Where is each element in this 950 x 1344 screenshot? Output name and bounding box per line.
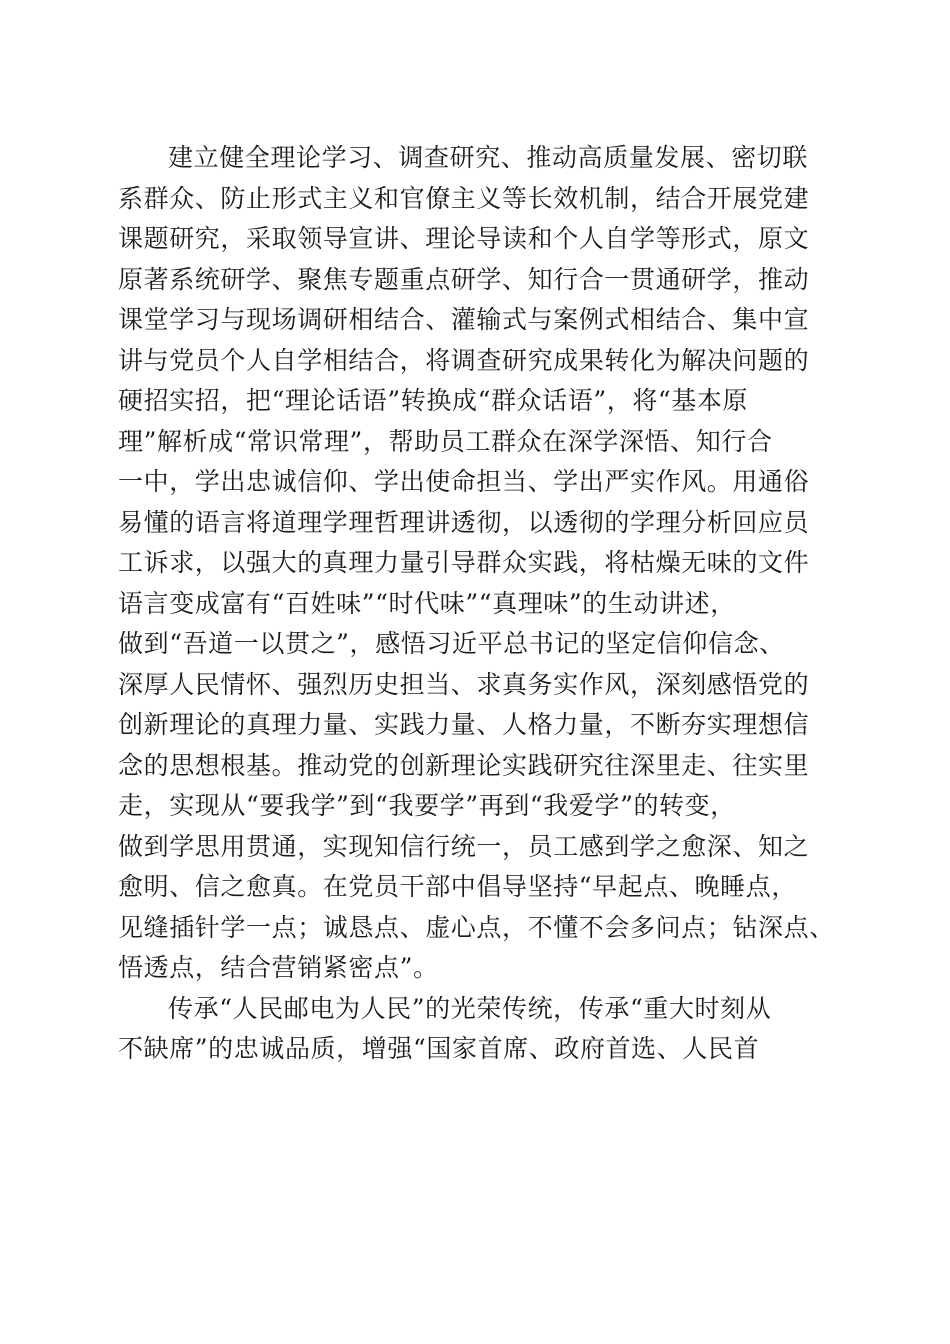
text-line: 课题研究，采取领导宣讲、理论导读和个人自学等形式，原文: [118, 224, 810, 253]
text-line: 不缺席”的忠诚品质，增强“国家首席、政府首选、人民首: [118, 1034, 760, 1063]
text-line: 愈明、信之愈真。在党员干部中倡导坚持“早起点、晚睡点，: [118, 872, 797, 901]
text-line: 悟透点，结合营销紧密点”。: [118, 953, 439, 982]
text-line: 工诉求，以强大的真理力量引导群众实践，将枯燥无味的文件: [118, 548, 810, 577]
text-line: 传承“人民邮电为人民”的光荣传统，传承“重大时刻从: [168, 993, 772, 1023]
text-line: 讲与党员个人自学相结合，将调查研究成果转化为解决问题的: [118, 345, 810, 375]
text-line: 理”解析成“常识常理”，帮助员工群众在深学深悟、知行合: [118, 426, 773, 456]
text-line: 念的思想根基。推动党的创新理论实践研究往深里走、往实里: [118, 750, 810, 780]
text-line: 做到“吾道一以贯之”，感悟习近平总书记的坚定信仰信念、: [118, 629, 785, 658]
text-line: 深厚人民情怀、强烈历史担当、求真务实作风，深刻感悟党的: [118, 669, 810, 699]
text-line: 做到学思用贯通，实现知信行统一，员工感到学之愈深、知之: [118, 831, 810, 861]
text-line: 一中，学出忠诚信仰、学出使命担当、学出严实作风。用通俗: [118, 467, 810, 496]
text-line: 硬招实招，把“理论话语”转换成“群众话语”，将“基本原: [118, 386, 749, 415]
text-line: 建立健全理论学习、调查研究、推动高质量发展、密切联: [168, 143, 809, 172]
text-line: 易懂的语言将道理学理哲理讲透彻，以透彻的学理分析回应员: [118, 507, 810, 537]
paragraph-2: [118, 989, 838, 1070]
text-line: 创新理论的真理力量、实践力量、人格力量，不断夯实理想信: [118, 710, 810, 739]
text-line: 见缝插针学一点；诚恳点、虚心点，不懂不会多问点；钻深点、: [118, 912, 835, 942]
text-line: 系群众、防止形式主义和官僚主义等长效机制，结合开展党建: [118, 183, 810, 213]
text-line: 走，实现从“要我学”到“我要学”再到“我爱学”的转变，: [118, 791, 736, 820]
paragraph-1: [118, 138, 838, 989]
document-body: [118, 138, 838, 1070]
text-line: 语言变成富有“百姓味”“时代味”“真理味”的生动讲述，: [118, 588, 736, 618]
text-line: 课堂学习与现场调研相结合、灌输式与案例式相结合、集中宣: [118, 305, 810, 334]
text-line: 原著系统研学、聚焦专题重点研学、知行合一贯通研学，推动: [118, 264, 810, 294]
